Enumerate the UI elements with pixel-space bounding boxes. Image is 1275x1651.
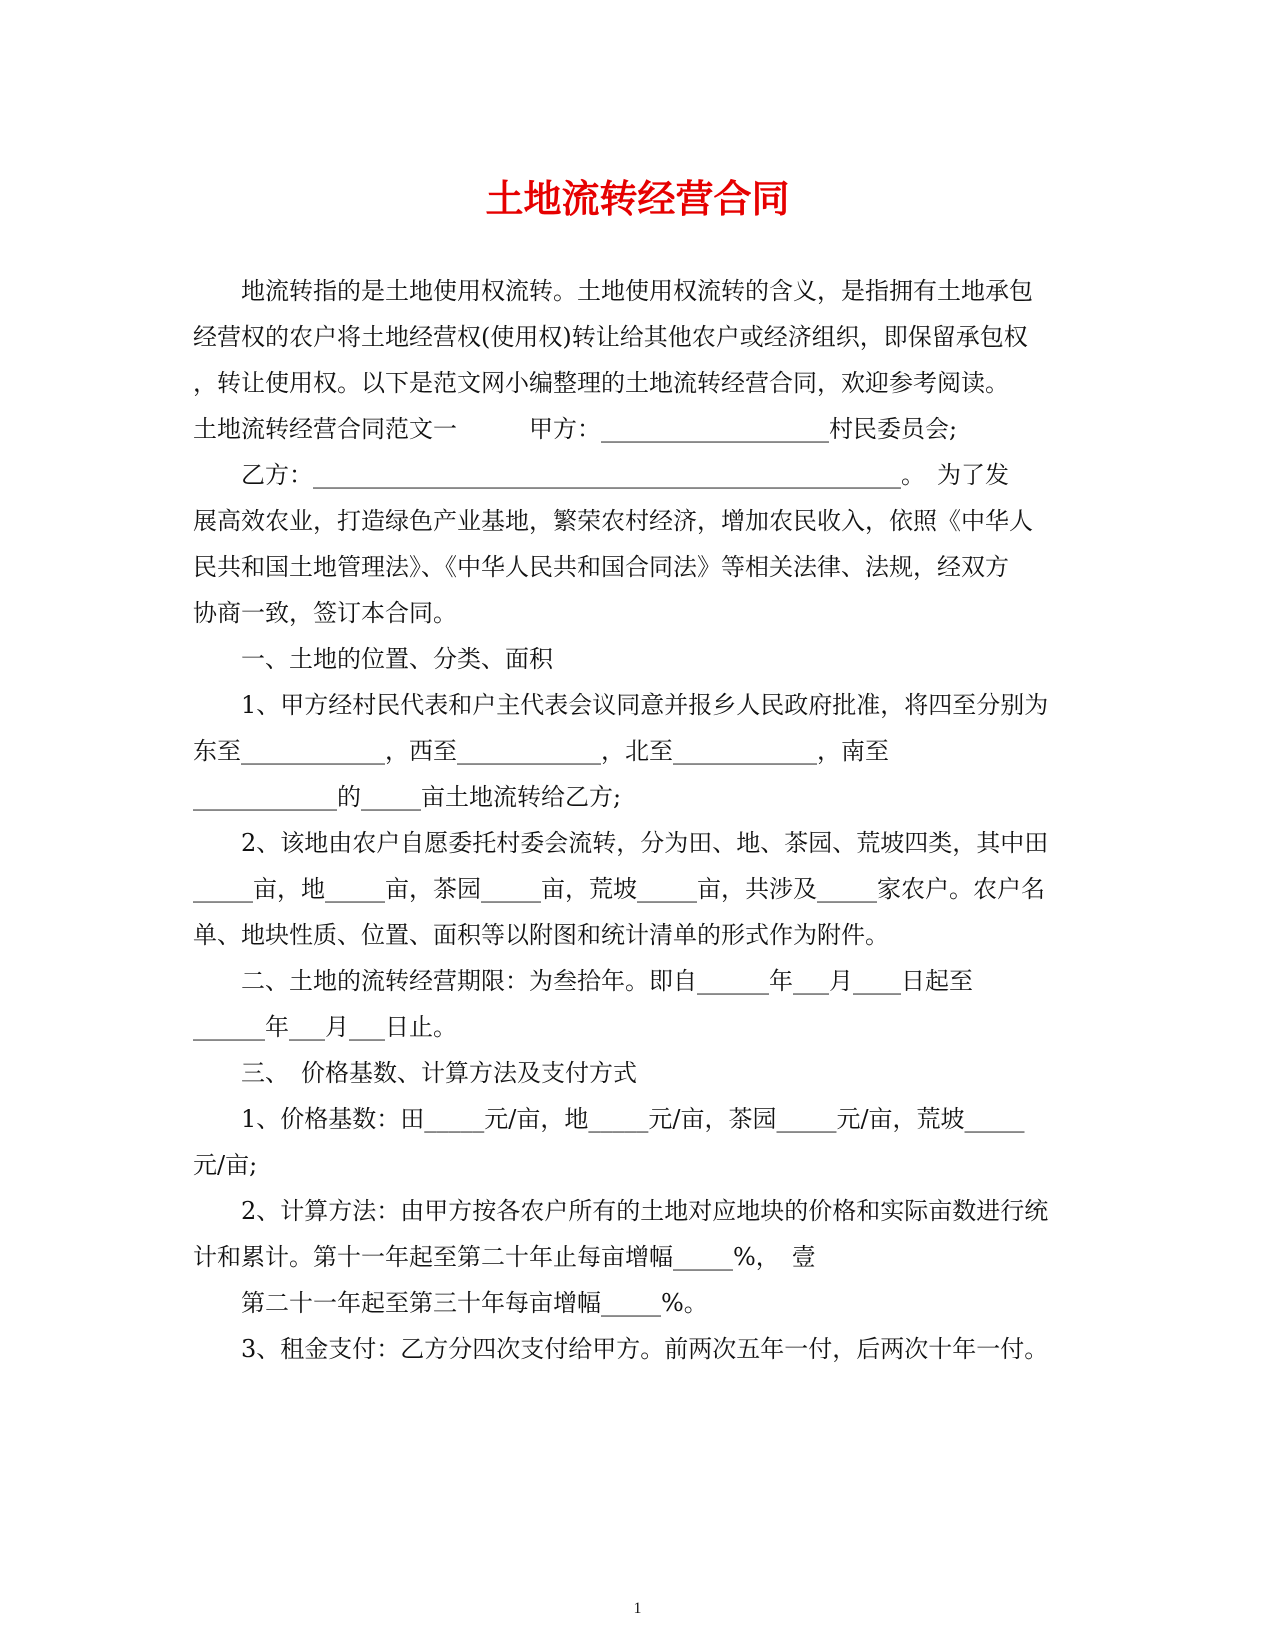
paragraph-line: ____________的_____亩土地流转给乙方; <box>193 783 622 811</box>
document-title: 土地流转经营合同 <box>485 176 790 221</box>
paragraph-line: 展高效农业，打造绿色产业基地，繁荣农村经济，增加农民收入，依照《中华人 <box>193 507 1033 535</box>
paragraph-line: 乙方：_________________________________________________。 为了发 <box>193 461 1009 489</box>
paragraph-line: 东至____________，西至____________，北至____________，南至 <box>193 737 889 765</box>
paragraph-line: 计和累计。第十一年起至第二十年止每亩增幅_____%， 壹 <box>193 1243 816 1271</box>
paragraph-line: _____亩，地_____亩，茶园_____亩，荒坡_____亩，共涉及_____家农户。农户名 <box>193 875 1045 903</box>
paragraph-line: 地流转指的是土地使用权流转。土地使用权流转的含义，是指拥有土地承包 <box>193 277 1033 305</box>
paragraph-line: 土地流转经营合同范文一 甲方：___________________村民委员会; <box>193 415 958 443</box>
paragraph-line: 元/亩; <box>193 1151 258 1179</box>
paragraph-line: 民共和国土地管理法》、《中华人民共和国合同法》等相关法律、法规，经双方 <box>193 553 1009 581</box>
section-heading: 三、 价格基数、计算方法及支付方式 <box>193 1059 637 1087</box>
section-heading: 一、土地的位置、分类、面积 <box>193 645 553 673</box>
paragraph-line: ______年___月___日止。 <box>193 1013 457 1041</box>
paragraph-line: ，转让使用权。以下是范文网小编整理的土地流转经营合同，欢迎参考阅读。 <box>193 369 1009 397</box>
paragraph-line: 1、甲方经村民代表和户主代表会议同意并报乡人民政府批准，将四至分别为 <box>193 691 1049 719</box>
paragraph-line: 1、价格基数：田_____元/亩，地_____元/亩，茶园_____元/亩，荒坡_____ <box>193 1105 1025 1133</box>
paragraph-line: 协商一致，签订本合同。 <box>193 599 457 627</box>
section-heading: 二、土地的流转经营期限：为叁拾年。即自______年___月____日起至 <box>193 967 973 995</box>
paragraph-line: 3、租金支付：乙方分四次支付给甲方。前两次五年一付，后两次十年一付。 <box>193 1335 1049 1363</box>
paragraph-line: 第二十一年起至第三十年每亩增幅_____%。 <box>193 1289 708 1317</box>
page-number: 1 <box>633 1600 642 1617</box>
paragraph-line: 2、该地由农户自愿委托村委会流转，分为田、地、茶园、荒坡四类，其中田 <box>193 829 1049 857</box>
paragraph-line: 单、地块性质、位置、面积等以附图和统计清单的形式作为附件。 <box>193 921 889 949</box>
paragraph-line: 经营权的农户将土地经营权(使用权)转让给其他农户或经济组织，即保留承包权 <box>193 323 1028 351</box>
paragraph-line: 2、计算方法：由甲方按各农户所有的土地对应地块的价格和实际亩数进行统 <box>193 1197 1049 1225</box>
